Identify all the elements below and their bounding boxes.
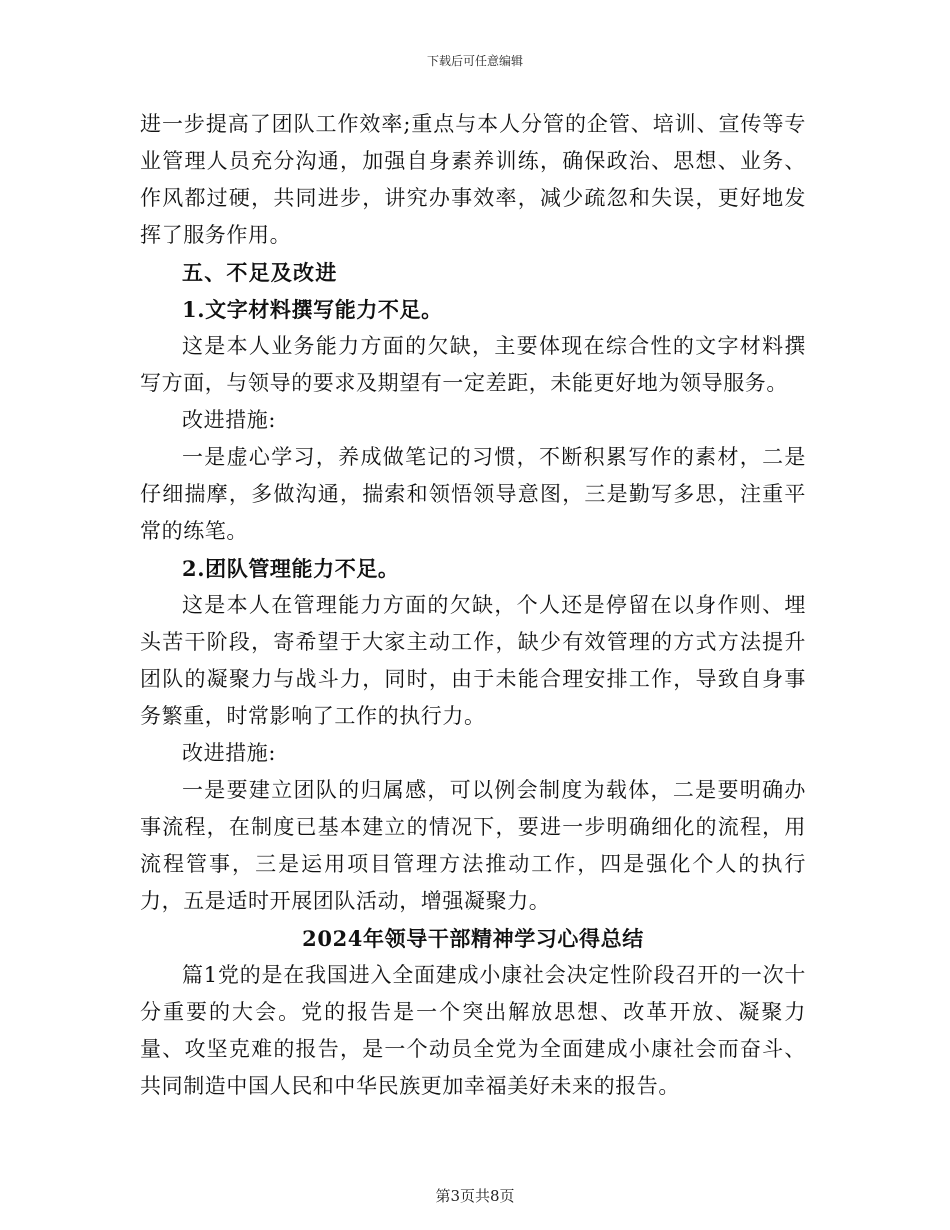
paragraph-continued: 进一步提高了团队工作效率;重点与本人分管的企管、培训、宣传等专业管理人员充分沟通，加强自身素养训练，确保政治、思想、业务、作风都过硬，共同进步，讲究办事效率，减少疏忽和失误，更好地发挥了服务作用。 bbox=[140, 112, 806, 247]
paragraph-article-intro: 篇1党的是在我国进入全面建成小康社会决定性阶段召开的一次十分重要的大会。党的报告是一个突出解放思想、改革开放、凝聚力量、攻坚克难的报告，是一个动员全党为全面建成小康社会而奋斗、共同制造中国人民和中华民族更加幸福美好未来的报告。 bbox=[140, 963, 806, 1098]
paragraph-writing-measures: 一是虚心学习，养成做笔记的习惯，不断积累写作的素材，二是仔细揣摩，多做沟通，揣索和领悟领导意图，三是勤写多思，注重平常的练笔。 bbox=[140, 445, 806, 543]
page-header: 下载后可任意编辑 bbox=[426, 54, 523, 68]
document-body bbox=[140, 106, 806, 1105]
paragraph-writing-deficiency: 这是本人业务能力方面的欠缺，主要体现在综合性的文字材料撰写方面，与领导的要求及期望有一定差距，未能更好地为领导服务。 bbox=[140, 334, 806, 395]
subheading-team-management: 2.团队管理能力不足。 bbox=[182, 556, 400, 581]
paragraph-management-deficiency: 这是本人在管理能力方面的欠缺，个人还是停留在以身作则、埋头苦干阶段，寄希望于大家主动工作，缺少有效管理的方式方法提升团队的凝聚力与战斗力，同时，由于未能合理安排工作，导致自身事务繁重，时常影响了工作的执行力。 bbox=[140, 593, 806, 728]
subheading-writing-ability: 1.文字材料撰写能力不足。 bbox=[182, 297, 443, 322]
article-title: 2024年领导干部精神学习心得总结 bbox=[302, 926, 644, 951]
page-footer: 第3页共8页 bbox=[435, 1187, 515, 1205]
label-improvement-measures-1: 改进措施: bbox=[182, 408, 277, 432]
paragraph-management-measures: 一是要建立团队的归属感，可以例会制度为载体，二是要明确办事流程，在制度已基本建立的情况下，要进一步明确细化的流程，用流程管事，三是运用项目管理方法推动工作，四是强化个人的执行力，五是适时开展团队活动，增强凝聚力。 bbox=[140, 778, 806, 913]
section-heading-shortcomings: 五、不足及改进 bbox=[182, 260, 338, 285]
label-improvement-measures-2: 改进措施: bbox=[182, 741, 277, 765]
